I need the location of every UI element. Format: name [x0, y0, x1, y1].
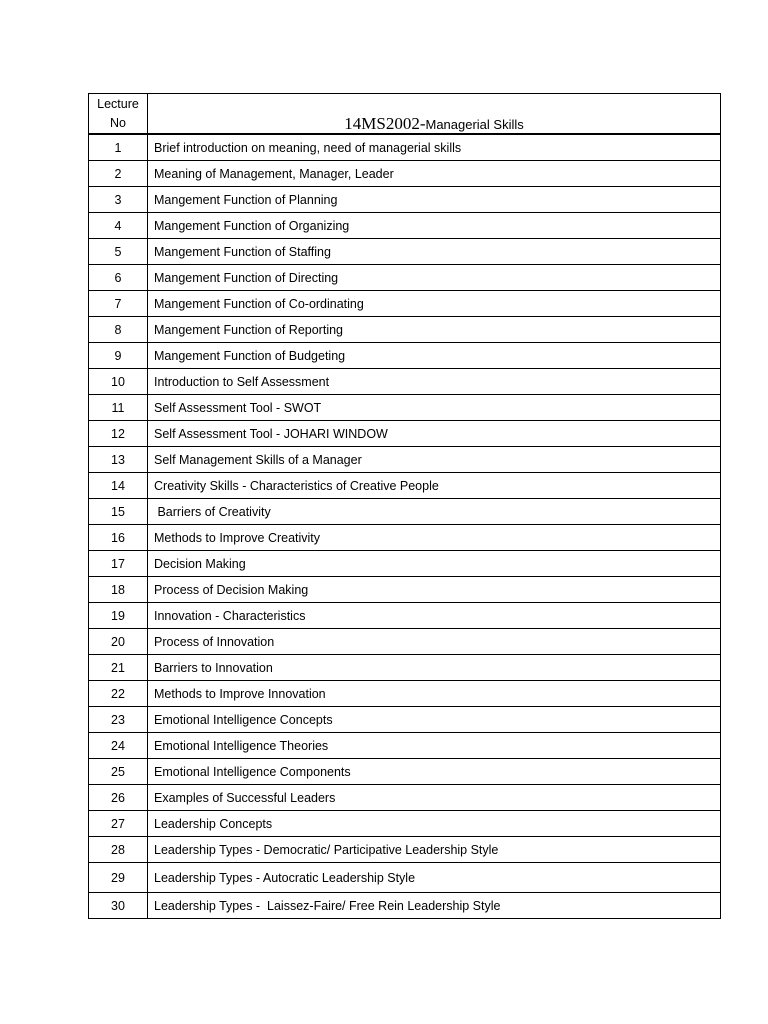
- lecture-number: 20: [89, 629, 148, 655]
- lecture-topic: Mangement Function of Planning: [148, 187, 721, 213]
- lecture-number: 4: [89, 213, 148, 239]
- lecture-number: 26: [89, 785, 148, 811]
- table-row: [89, 577, 721, 603]
- lecture-number: 9: [89, 343, 148, 369]
- lecture-number: 7: [89, 291, 148, 317]
- lecture-topic: Brief introduction on meaning, need of managerial skills: [148, 134, 721, 161]
- lecture-number: 25: [89, 759, 148, 785]
- lecture-topic: Emotional Intelligence Concepts: [148, 707, 721, 733]
- table-row: [89, 681, 721, 707]
- lecture-topic: Process of Decision Making: [148, 577, 721, 603]
- lecture-number: 28: [89, 837, 148, 863]
- header-row: [89, 94, 721, 135]
- lecture-topic: Creativity Skills - Characteristics of Creative People: [148, 473, 721, 499]
- lecture-number: 12: [89, 421, 148, 447]
- lecture-number: 11: [89, 395, 148, 421]
- table-row: [89, 265, 721, 291]
- lecture-number: 1: [89, 134, 148, 161]
- lecture-topic: Barriers of Creativity: [148, 499, 721, 525]
- table-row: [89, 629, 721, 655]
- lecture-topic: Barriers to Innovation: [148, 655, 721, 681]
- lecture-number: 13: [89, 447, 148, 473]
- table-row: [89, 161, 721, 187]
- table-row: [89, 655, 721, 681]
- table-row: [89, 291, 721, 317]
- table-row: [89, 447, 721, 473]
- lecture-number: 23: [89, 707, 148, 733]
- lecture-topic: Mangement Function of Budgeting: [148, 343, 721, 369]
- table-row: [89, 421, 721, 447]
- lecture-number: 15: [89, 499, 148, 525]
- table-row: [89, 473, 721, 499]
- lecture-topic: Self Management Skills of a Manager: [148, 447, 721, 473]
- lecture-topic: Leadership Concepts: [148, 811, 721, 837]
- lecture-topic: Mangement Function of Co-ordinating: [148, 291, 721, 317]
- lecture-topic: Mangement Function of Organizing: [148, 213, 721, 239]
- lecture-schedule-table: [88, 93, 721, 919]
- lecture-topic: Decision Making: [148, 551, 721, 577]
- lecture-number: 21: [89, 655, 148, 681]
- table-row: [89, 785, 721, 811]
- lecture-number: 30: [89, 893, 148, 919]
- lecture-no-header: [89, 94, 148, 135]
- lecture-number: 19: [89, 603, 148, 629]
- table-row: [89, 603, 721, 629]
- table-row: [89, 837, 721, 863]
- lecture-no-header-line1: Lecture: [97, 96, 139, 111]
- lecture-no-header-line2: No: [110, 115, 126, 130]
- course-title-header: [148, 94, 721, 135]
- lecture-topic: Meaning of Management, Manager, Leader: [148, 161, 721, 187]
- table-row: [89, 499, 721, 525]
- lecture-number: 8: [89, 317, 148, 343]
- table-row: [89, 343, 721, 369]
- lecture-topic: Self Assessment Tool - SWOT: [148, 395, 721, 421]
- lecture-topic: Mangement Function of Staffing: [148, 239, 721, 265]
- lecture-number: 17: [89, 551, 148, 577]
- lecture-number: 14: [89, 473, 148, 499]
- lecture-topic: Mangement Function of Directing: [148, 265, 721, 291]
- table-row: [89, 369, 721, 395]
- lecture-number: 5: [89, 239, 148, 265]
- lecture-topic: Leadership Types - Laissez-Faire/ Free Rein Leadership Style: [148, 893, 721, 919]
- lecture-topic: Process of Innovation: [148, 629, 721, 655]
- lecture-number: 18: [89, 577, 148, 603]
- lecture-topic: Mangement Function of Reporting: [148, 317, 721, 343]
- lecture-number: 22: [89, 681, 148, 707]
- lecture-topic: Emotional Intelligence Components: [148, 759, 721, 785]
- course-name: Managerial Skills: [425, 117, 524, 132]
- table-row: [89, 187, 721, 213]
- table-row: [89, 213, 721, 239]
- lecture-rows: [89, 134, 721, 919]
- lecture-number: 16: [89, 525, 148, 551]
- lecture-number: 6: [89, 265, 148, 291]
- lecture-topic: Introduction to Self Assessment: [148, 369, 721, 395]
- table-row: [89, 395, 721, 421]
- table-row: [89, 759, 721, 785]
- table-row: [89, 551, 721, 577]
- table-row: [89, 863, 721, 893]
- table-row: [89, 239, 721, 265]
- lecture-topic: Leadership Types - Democratic/ Participative Leadership Style: [148, 837, 721, 863]
- table-row: [89, 811, 721, 837]
- lecture-number: 2: [89, 161, 148, 187]
- lecture-number: 24: [89, 733, 148, 759]
- lecture-topic: Innovation - Characteristics: [148, 603, 721, 629]
- table-row: [89, 525, 721, 551]
- table-row: [89, 893, 721, 919]
- lecture-topic: Self Assessment Tool - JOHARI WINDOW: [148, 421, 721, 447]
- lecture-number: 29: [89, 863, 148, 893]
- table-row: [89, 317, 721, 343]
- table-header: [89, 94, 721, 135]
- lecture-topic: Examples of Successful Leaders: [148, 785, 721, 811]
- table-row: [89, 134, 721, 161]
- lecture-topic: Leadership Types - Autocratic Leadership Style: [148, 863, 721, 893]
- lecture-topic: Methods to Improve Innovation: [148, 681, 721, 707]
- table-row: [89, 707, 721, 733]
- lecture-topic: Emotional Intelligence Theories: [148, 733, 721, 759]
- lecture-topic: Methods to Improve Creativity: [148, 525, 721, 551]
- course-code: 14MS2002-: [344, 114, 426, 133]
- lecture-number: 3: [89, 187, 148, 213]
- lecture-number: 27: [89, 811, 148, 837]
- lecture-number: 10: [89, 369, 148, 395]
- table-row: [89, 733, 721, 759]
